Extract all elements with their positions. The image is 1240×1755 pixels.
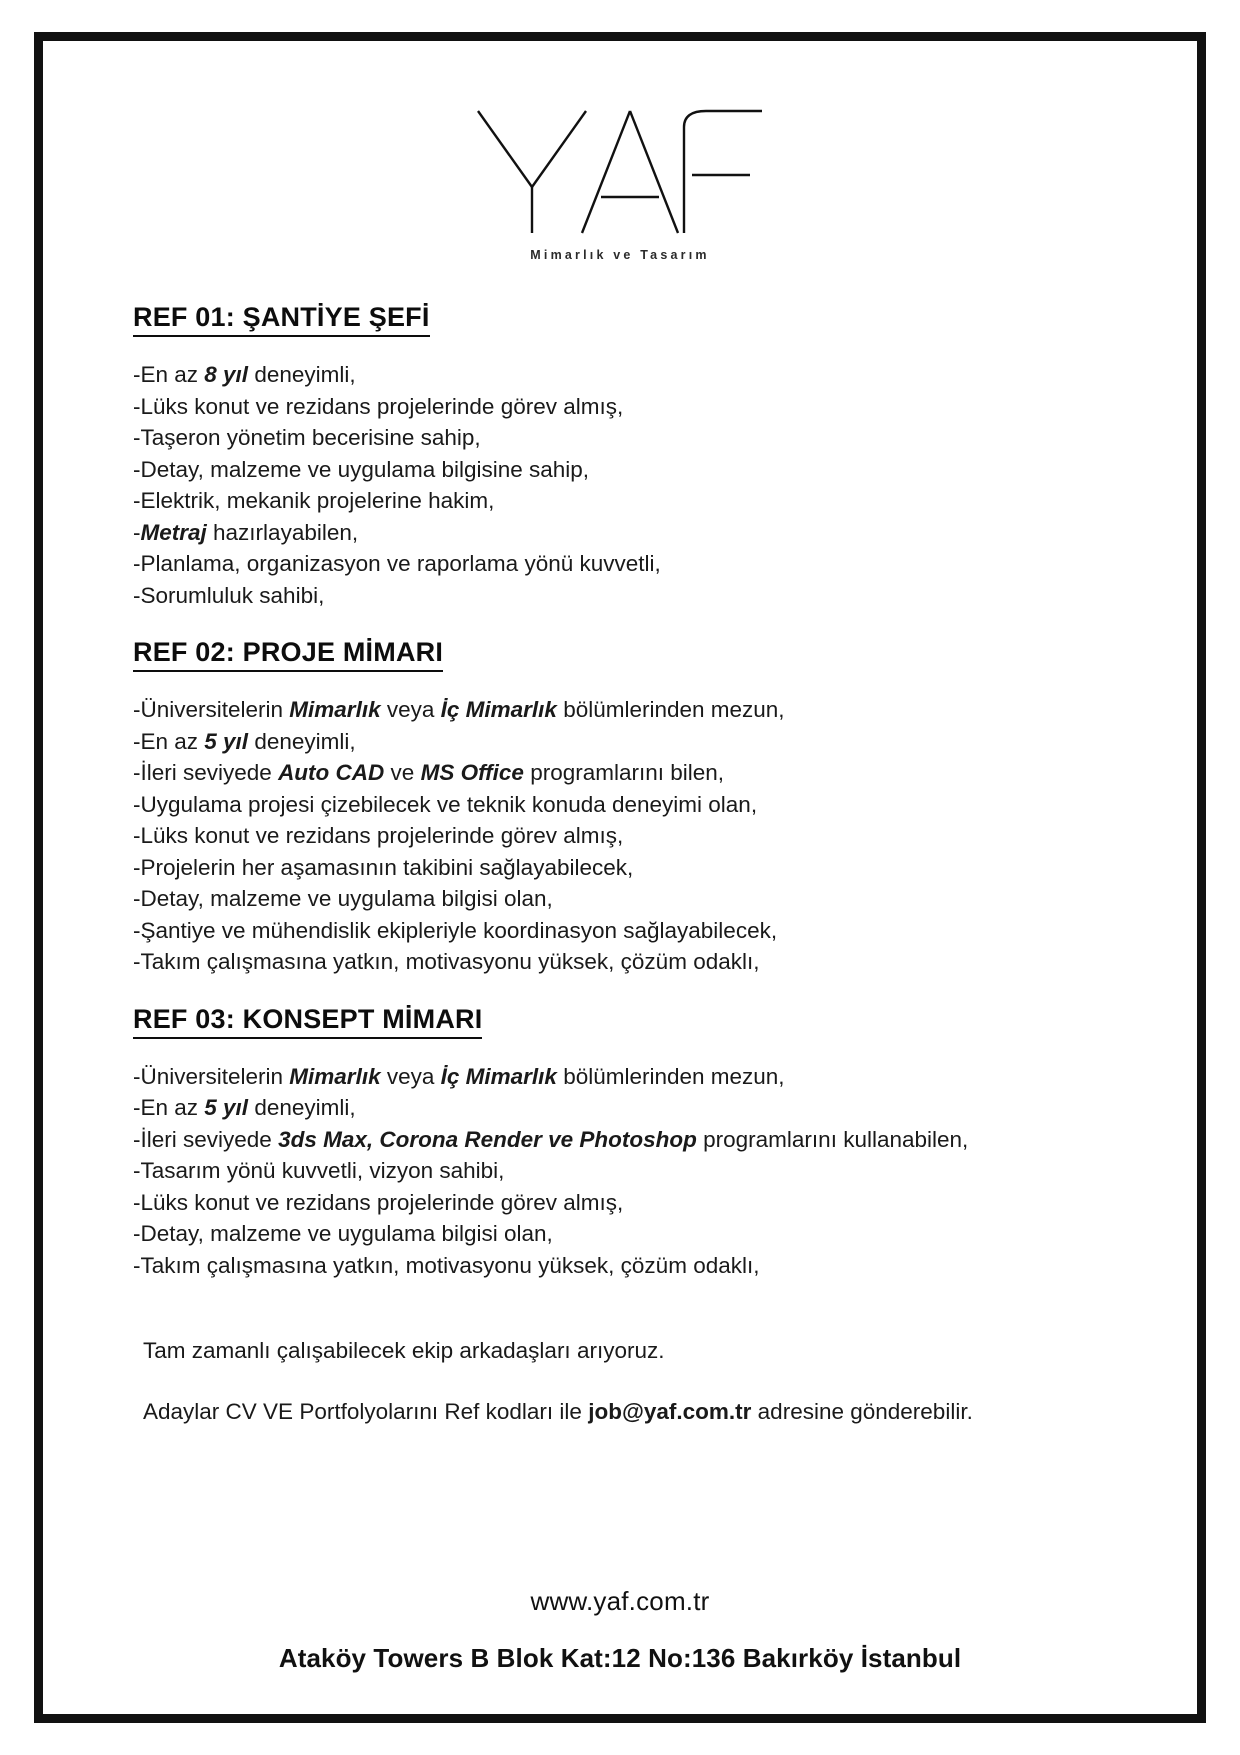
section-title: REF 03: KONSEPT MİMARI: [133, 1004, 482, 1039]
list-item: -Şantiye ve mühendislik ekipleriyle koordinasyon sağlayabilecek,: [133, 917, 778, 943]
section-title: REF 02: PROJE MİMARI: [133, 637, 443, 672]
list-item: -Sorumluluk sahibi,: [133, 582, 325, 608]
requirements-list: [133, 694, 1125, 978]
list-item: -Takım çalışmasına yatkın, motivasyonu yüksek, çözüm odaklı,: [133, 1252, 760, 1278]
requirements-list: [133, 1061, 1125, 1282]
closing-line-1: Tam zamanlı çalışabilecek ekip arkadaşları arıyoruz.: [143, 1338, 665, 1363]
list-item: -En az 5 yıl deneyimli,: [133, 1095, 356, 1120]
brand-tagline: Mimarlık ve Tasarım: [530, 248, 710, 262]
list-item: -Üniversitelerin Mimarlık veya İç Mimarlık bölümlerinden mezun,: [133, 1063, 785, 1089]
poster-frame: [34, 32, 1206, 1723]
list-item: -Tasarım yönü kuvvetli, vizyon sahibi,: [133, 1158, 505, 1183]
list-item: -Lüks konut ve rezidans projelerinde görev almış,: [133, 823, 624, 848]
list-item: -Üniversitelerin Mimarlık veya İç Mimarlık bölümlerinden mezun,: [133, 697, 785, 722]
address-text: Ataköy Towers B Blok Kat:12 No:136 Bakırköy İstanbul: [278, 1643, 962, 1673]
list-item: -Lüks konut ve rezidans projelerinde görev almış,: [133, 1189, 624, 1215]
list-item: -Lüks konut ve rezidans projelerinde görev almış,: [133, 393, 624, 419]
list-item: -Elektrik, mekanik projelerine hakim,: [133, 488, 495, 513]
list-item: -Metraj hazırlayabilen,: [133, 519, 359, 545]
website-text: www.yaf.com.tr: [530, 1586, 710, 1616]
list-item: -Detay, malzeme ve uygulama bilgisi olan,: [133, 886, 553, 911]
section-ref-01: [133, 302, 1125, 611]
yaf-logo-icon: [470, 105, 770, 240]
section-title: REF 01: ŞANTİYE ŞEFİ: [133, 302, 430, 337]
list-item: -Taşeron yönetim becerisine sahip,: [133, 425, 481, 450]
list-item: -Takım çalışmasına yatkın, motivasyonu yüksek, çözüm odaklı,: [133, 949, 760, 974]
list-item: -En az 8 yıl deneyimli,: [133, 362, 356, 387]
list-item: -İleri seviyede 3ds Max, Corona Render ve Photoshop programlarını kullanabilen,: [133, 1126, 969, 1152]
requirements-list: [133, 359, 1125, 611]
closing-block: [133, 1335, 1125, 1427]
section-ref-03: [133, 1004, 1125, 1282]
job-listing-content: [95, 302, 1145, 1427]
poster-footer: [43, 1586, 1197, 1674]
list-item: -Uygulama projesi çizebilecek ve teknik konuda deneyimi olan,: [133, 791, 758, 817]
brand-header: [95, 105, 1145, 262]
list-item: -Detay, malzeme ve uygulama bilgisine sahip,: [133, 456, 590, 482]
list-item: -Projelerin her aşamasının takibini sağlayabilecek,: [133, 854, 634, 880]
list-item: -Planlama, organizasyon ve raporlama yönü kuvvetli,: [133, 551, 661, 576]
list-item: -İleri seviyede Auto CAD ve MS Office programlarını bilen,: [133, 760, 725, 785]
closing-line-2: Adaylar CV VE Portfolyolarını Ref kodları ile job@yaf.com.tr adresine gönderebilir.: [143, 1399, 973, 1424]
list-item: -En az 5 yıl deneyimli,: [133, 728, 356, 754]
list-item: -Detay, malzeme ve uygulama bilgisi olan,: [133, 1221, 553, 1246]
section-ref-02: [133, 637, 1125, 978]
